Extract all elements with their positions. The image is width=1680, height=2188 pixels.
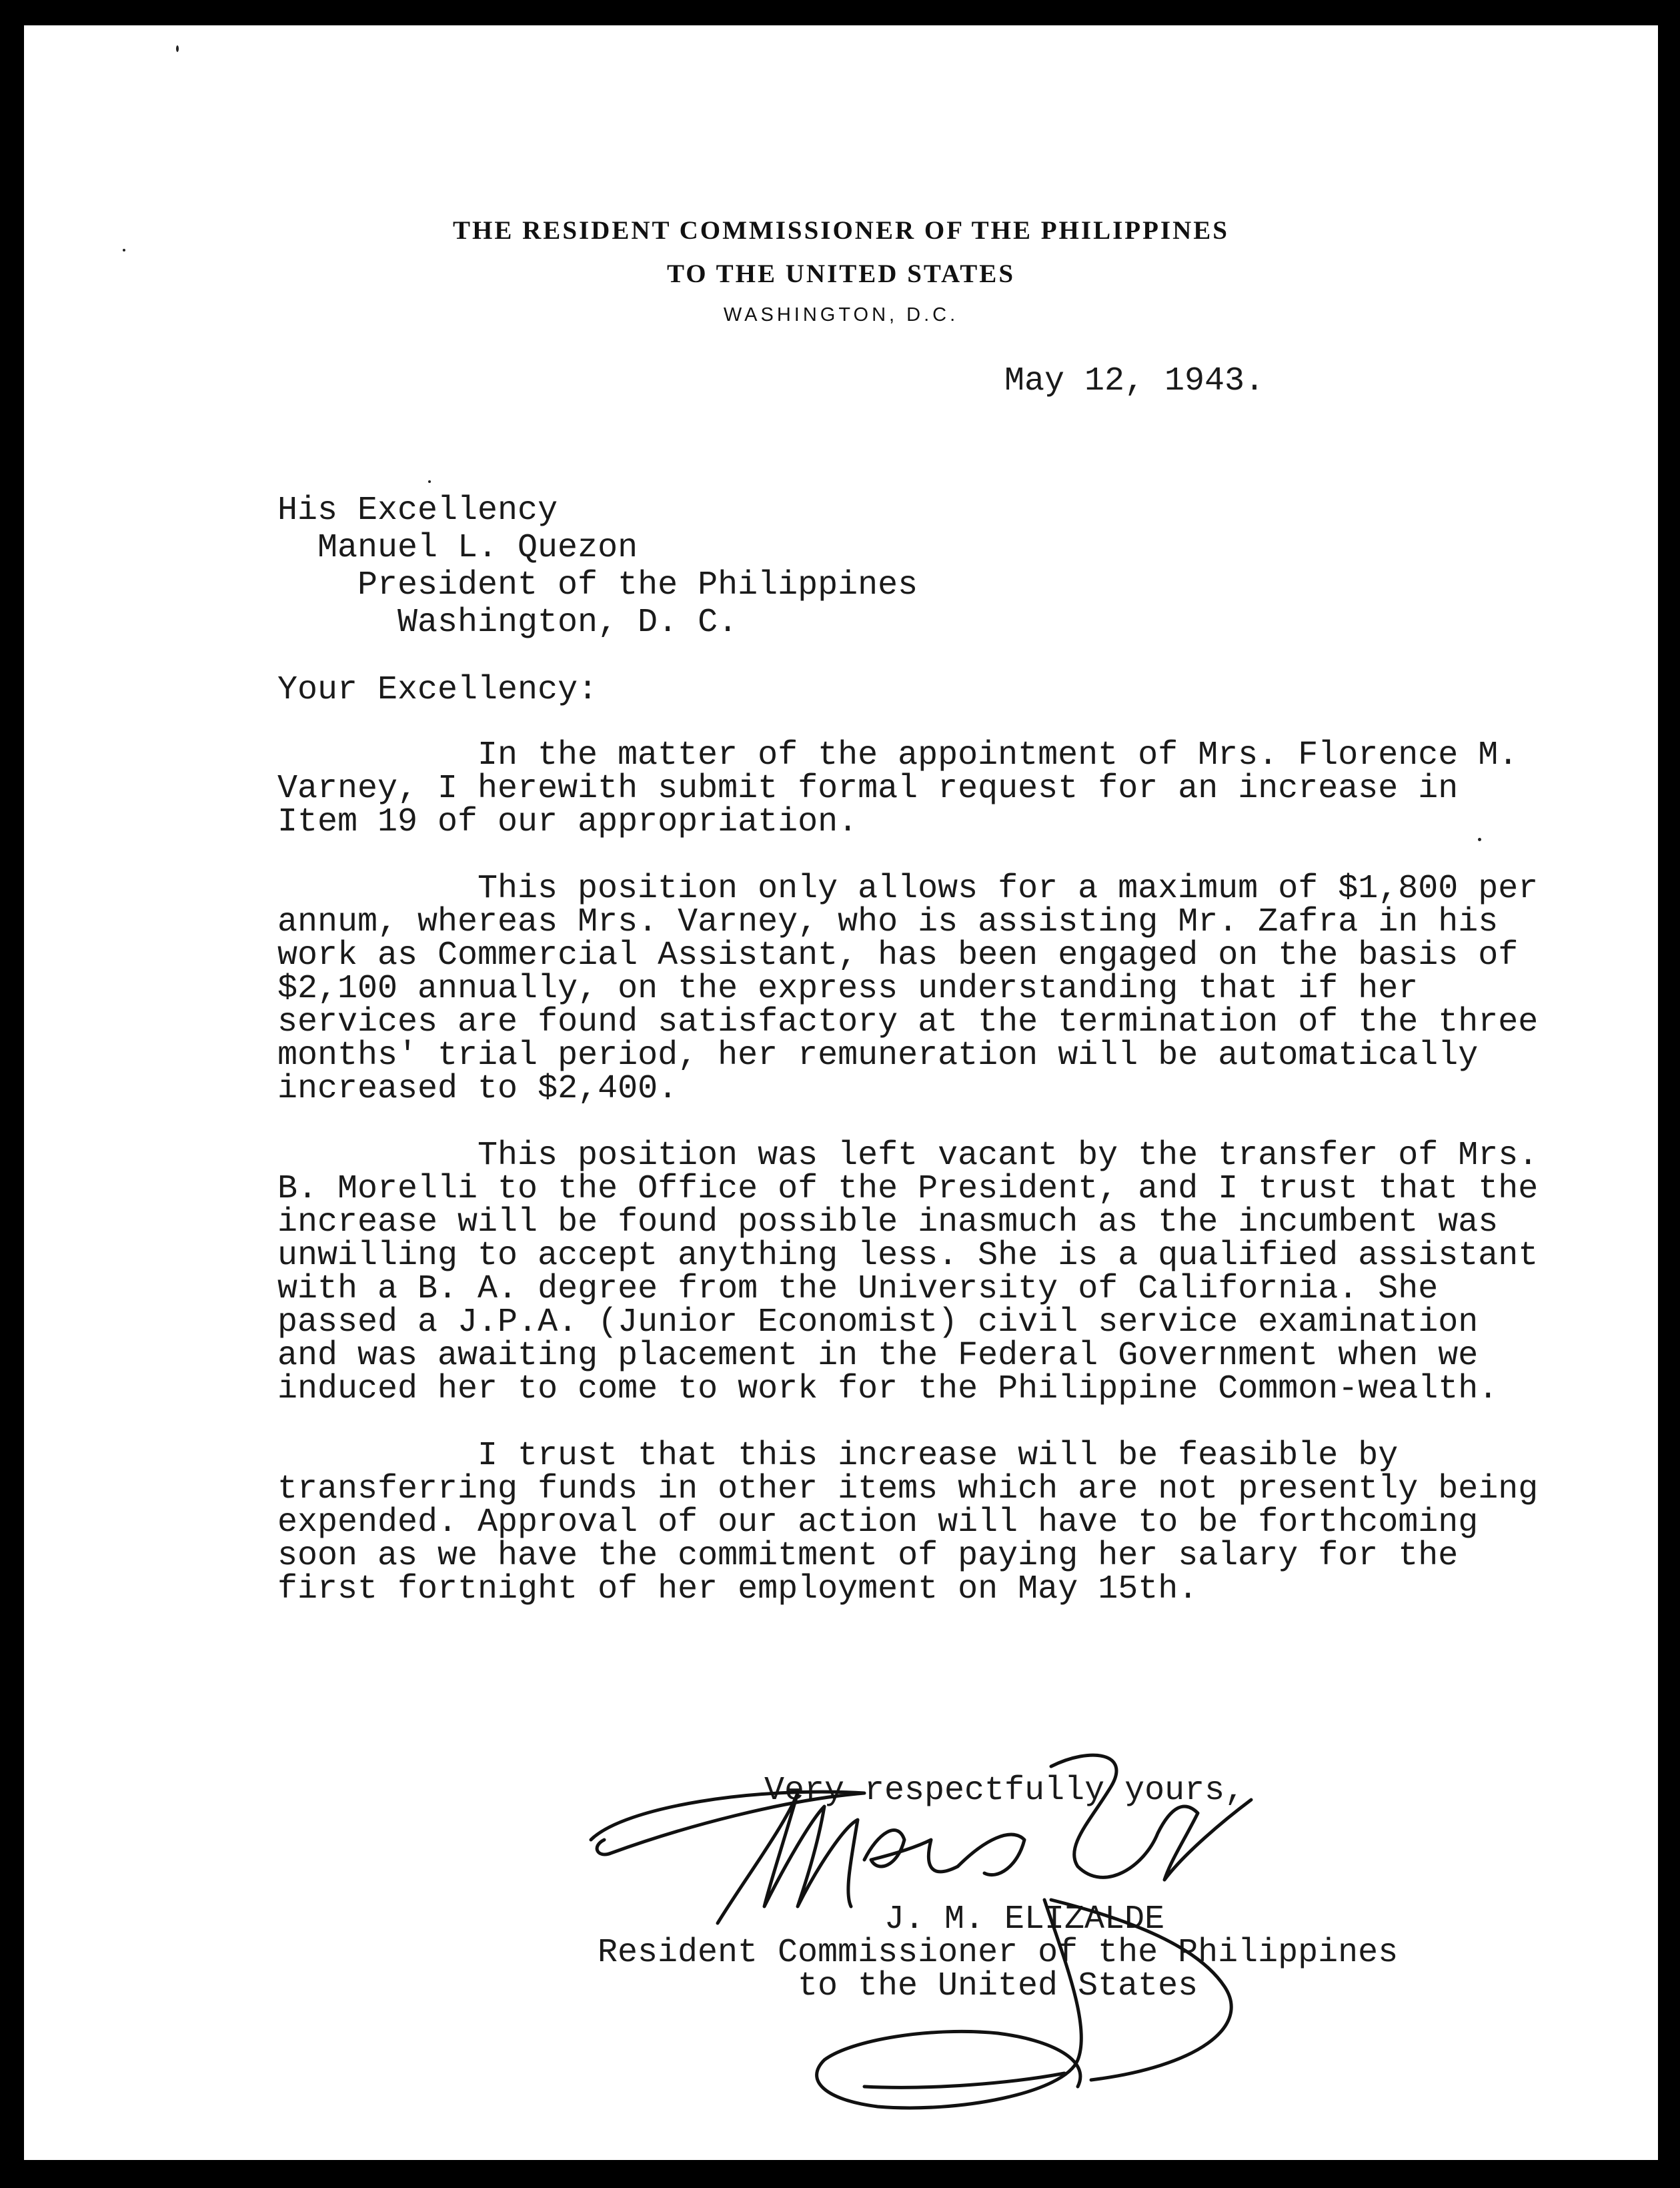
letter-body [277, 736, 1545, 1640]
letterhead-line-2: TO THE UNITED STATES [666, 259, 1016, 288]
signer-title-line-1: Resident Commissioner of the Philippines [598, 1934, 1399, 1972]
signature-block [598, 1900, 1399, 2005]
letter-page [24, 25, 1658, 2160]
body-paragraph-2: This position only allows for a maximum of $1,800 per annum, whereas Mrs. Varney, who is assisting Mr. Zafra in his work as Commercial Assistant, has been engaged on the basis of $2,100 annually, on the express understanding that if her services are found satisfactory at the termination of the three months' trial period, her remuneration will be automatically increased to $2,400. [277, 870, 1539, 1108]
signer-name: J. M. ELIZALDE [884, 1900, 1165, 1939]
body-paragraph-4: I trust that this increase will be feasible by transferring funds in other items which are not presently being expended. Approval of our action will have to be forthcoming soon as we have the commitment of paying her salary for the first fortnight of her employment on May 15th. [277, 1437, 1539, 1608]
letterhead-city: WASHINGTON, D.C. [723, 304, 959, 326]
ink-speck [123, 249, 125, 251]
body-paragraph-1: In the matter of the appointment of Mrs. Florence M. Varney, I herewith submit formal request for an increase in Item 19 of our appropriation. [277, 736, 1519, 841]
ink-speck [428, 480, 431, 483]
closing: Very respectfully yours, [764, 1772, 1245, 1810]
body-paragraph-3: This position was left vacant by the transfer of Mrs. B. Morelli to the Office of the President, and I trust that the increase will be found possible inasmuch as the incumbent was unwilling to accept anything less. She is a qualified assistant with a B. A. degree from the University of California. She passed a J.P.A. (Junior Economist) civil service examination and was awaiting placement in the Federal Government when we induced her to come to work for the Philippine Common-wealth. [277, 1137, 1539, 1408]
letterhead-line-1: THE RESIDENT COMMISSIONER OF THE PHILIPPINES [453, 216, 1229, 245]
letter-date: May 12, 1943. [1004, 362, 1265, 400]
ink-speck [176, 45, 179, 52]
recipient-title: President of the Philippines [357, 566, 918, 604]
salutation: Your Excellency: [277, 671, 598, 709]
recipient-honorific: His Excellency [277, 492, 558, 530]
recipient-city: Washington, D. C. [397, 604, 738, 642]
recipient-name: Manuel L. Quezon [317, 529, 638, 567]
signer-title-line-2: to the United States [798, 1967, 1198, 2005]
recipient-address [277, 492, 918, 642]
